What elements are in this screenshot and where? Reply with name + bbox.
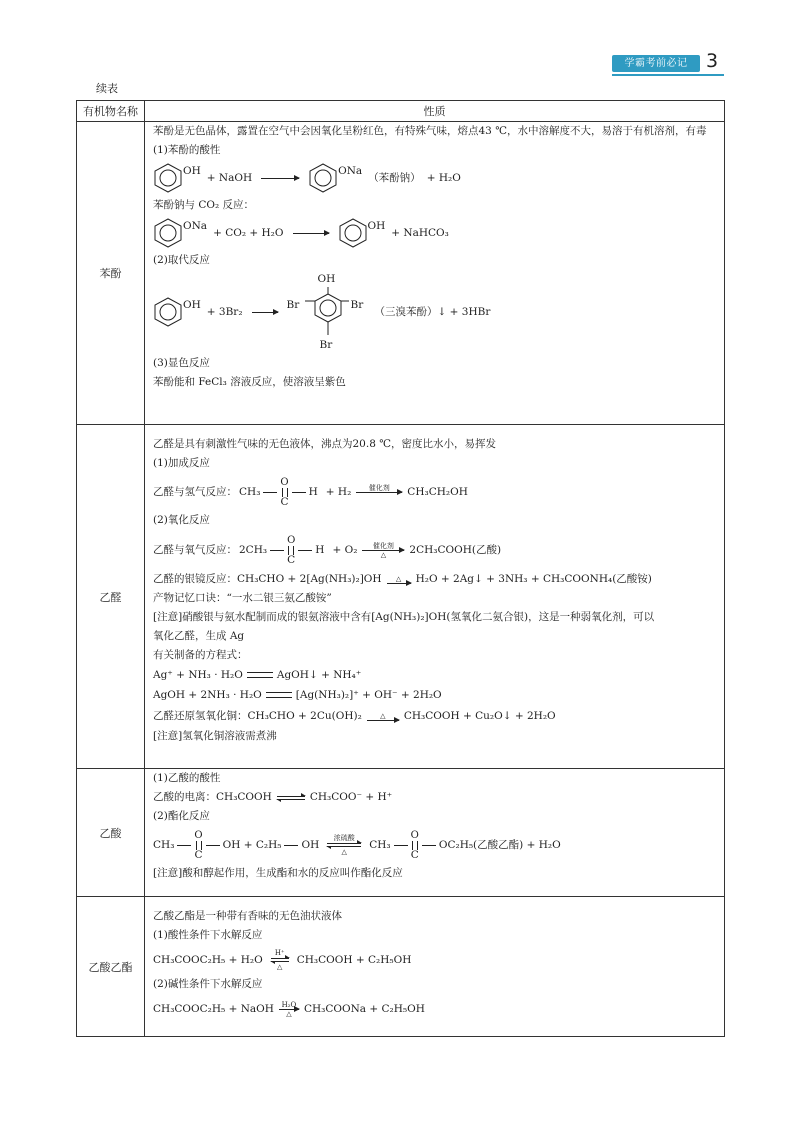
eq1-naoh: + NaOH — [206, 171, 253, 184]
es-r1: CH₃ — [369, 838, 391, 851]
bond-line — [394, 845, 408, 846]
ald-mnemonic: 产物记忆口诀：“一水二银三氨乙酸铵” — [153, 592, 332, 604]
bond-line — [206, 845, 220, 846]
ald-ox-label: 乙醛与氧气反应： — [153, 543, 237, 556]
ester-base-eq — [153, 994, 724, 1024]
row-name-acetaldehyde: 乙醛 — [77, 425, 145, 769]
bond-line — [263, 492, 277, 493]
row-name-ethyl-acetate: 乙酸乙酯 — [77, 897, 145, 1037]
row-body-ethyl-acetate — [145, 897, 725, 1037]
ald-ox-right: H — [315, 543, 325, 556]
carbonyl-group: O C — [287, 534, 296, 566]
eq3-note: （三溴苯酚）↓ + 3HBr — [374, 305, 491, 318]
phenol-h1: (1)苯酚的酸性 — [153, 144, 221, 156]
eq2-tail: + NaHCO₃ — [391, 226, 449, 239]
header-rule — [612, 74, 724, 76]
row-name-acetic-acid: 乙酸 — [77, 769, 145, 897]
bond-line — [422, 845, 436, 846]
ester-acid-right: CH₃COOH + C₂H₅OH — [296, 953, 412, 966]
bond-line — [298, 550, 312, 551]
reversible-arrow-icon — [277, 795, 305, 801]
table-header-row — [77, 101, 725, 122]
es-mid: OH + C₂H₅ — [222, 838, 282, 851]
equals-icon — [247, 672, 273, 678]
ald-note2: [注意]氢氧化铜溶液需煮沸 — [153, 730, 277, 742]
ald-note1: [注意]硝酸银与氨水配制而成的银氨溶液中含有[Ag(NH₃)₂]OH(氢氧化二氨合银)，这是一种弱氧化剂，可以 — [153, 611, 655, 623]
tbp-br-bottom: Br — [319, 339, 333, 351]
ester-base-left: CH₃COOC₂H₅ + NaOH — [153, 1002, 274, 1015]
phenol-eq2 — [153, 215, 724, 251]
ald-h2: (2)氧化反应 — [153, 514, 210, 526]
tbp-br-right: Br — [350, 299, 364, 311]
reaction-arrow-icon — [261, 170, 299, 187]
row-body-acetaldehyde — [145, 425, 725, 769]
reaction-arrow-icon — [252, 304, 278, 321]
ester-intro: 乙酸乙酯是一种带有香味的无色油状液体 — [153, 910, 342, 922]
ald-cu-eq — [153, 705, 724, 727]
table-row — [77, 425, 725, 769]
carbonyl-group: O C — [280, 476, 289, 508]
ald-add-plus: + H₂ — [325, 485, 352, 498]
reaction-arrow-icon: △ — [387, 575, 411, 584]
ald-add-right: H — [308, 485, 318, 498]
bond-line — [284, 845, 298, 846]
ald-prep-title: 有关制备的方程式： — [153, 649, 248, 661]
ester-h2: (2)碱性条件下水解反应 — [153, 978, 263, 990]
table-row — [77, 897, 725, 1037]
eq3-br2: + 3Br₂ — [206, 305, 243, 318]
ald-mirror-a: 乙醛的银镜反应：CH₃CHO + 2[Ag(NH₃)₂]OH — [153, 573, 382, 585]
carbonyl-group: O C — [194, 829, 203, 861]
acid-ion-eq — [153, 788, 724, 807]
ald-note1b: 氧化乙醛，生成 Ag — [153, 630, 245, 642]
reaction-arrow-icon: 催化剂 △ — [362, 542, 404, 559]
ester-h1: (1)酸性条件下水解反应 — [153, 929, 263, 941]
benzene-ring-icon — [153, 162, 183, 194]
reaction-arrow-icon: 催化剂 — [356, 484, 402, 501]
ald-add-label: 乙醛与氢气反应： — [153, 485, 237, 498]
table-row — [77, 122, 725, 425]
tbp-br-left: Br — [286, 299, 300, 311]
bond-line — [177, 845, 191, 846]
cu-left: 乙醛还原氢氧化铜：CH₃CHO + 2Cu(OH)₂ — [153, 709, 362, 722]
benzene-ring-icon — [308, 162, 338, 194]
phenol-eq3 — [153, 270, 724, 354]
es-oh: OH — [301, 838, 320, 851]
tbp-oh: OH — [317, 273, 336, 285]
benzene-ring-icon — [153, 296, 183, 328]
prep1-right: AgOH↓ + NH₄⁺ — [276, 668, 362, 681]
prep2-left: AgOH + 2NH₃ · H₂O — [153, 688, 262, 701]
benzene-ring-icon — [338, 217, 368, 249]
row-body-acetic-acid — [145, 769, 725, 897]
phenol-color-line: 苯酚能和 FeCl₃ 溶液反应，使溶液呈紫色 — [153, 376, 346, 388]
ald-ox-eq — [153, 530, 724, 570]
ald-add-left: CH₃ — [239, 485, 261, 498]
header-badge: 学霸考前必记 — [612, 55, 700, 72]
bond-line — [270, 550, 284, 551]
bond-line — [292, 492, 306, 493]
phenol-h2: (2)取代反应 — [153, 254, 210, 266]
cu-right: CH₃COOH + Cu₂O↓ + 2H₂O — [403, 709, 556, 722]
reversible-arrow-icon: H⁺ △ — [268, 949, 292, 971]
properties-table — [76, 100, 725, 1037]
eq1-note: （苯酚钠） — [368, 171, 421, 184]
acid-h2: (2)酯化反应 — [153, 810, 210, 822]
continued-label: 续表 — [96, 82, 118, 95]
acid-h1: (1)乙酸的酸性 — [153, 772, 221, 784]
acid-note: [注意]酸和醇起作用，生成酯和水的反应叫作酯化反应 — [153, 867, 403, 879]
phenol-eq1 — [153, 160, 724, 196]
ion-right: CH₃COO⁻ + H⁺ — [309, 791, 393, 803]
carbonyl-group: O C — [410, 829, 419, 861]
ald-ox-plus: + O₂ — [332, 543, 358, 556]
ald-h1: (1)加成反应 — [153, 457, 210, 469]
ald-ox-left: 2CH₃ — [239, 543, 268, 556]
equals-icon — [266, 692, 292, 698]
reaction-arrow-icon: H₂O △ — [279, 1001, 299, 1018]
phenol-co2-line: 苯酚钠与 CO₂ 反应： — [153, 199, 255, 211]
col-header-property: 性质 — [145, 101, 725, 122]
ester-acid-eq — [153, 945, 724, 975]
prep1-left: Ag⁺ + NH₃ · H₂O — [153, 668, 243, 681]
eq1-oh: OH — [183, 164, 201, 177]
reaction-arrow-icon: △ — [367, 712, 399, 721]
ald-prep1 — [153, 665, 724, 685]
phenol-h3: (3)显色反应 — [153, 357, 210, 369]
prep2-right: [Ag(NH₃)₂]⁺ + OH⁻ + 2H₂O — [295, 688, 442, 701]
eq3-oh: OH — [183, 298, 201, 311]
ion-left: 乙酸的电离：CH₃COOH — [153, 791, 272, 803]
reaction-arrow-icon — [293, 225, 329, 242]
table-row — [77, 769, 725, 897]
eq2-ona: ONa — [183, 219, 208, 232]
benzene-ring-icon — [287, 270, 369, 354]
ester-base-right: CH₃COONa + C₂H₅OH — [303, 1002, 425, 1015]
ald-intro: 乙醛是具有刺激性气味的无色液体，沸点为20.8 ℃，密度比水小，易挥发 — [153, 438, 496, 450]
eq1-ona: ONa — [338, 164, 363, 177]
es-left: CH₃ — [153, 838, 175, 851]
eq1-tail: + H₂O — [426, 171, 461, 184]
phenol-intro: 苯酚是无色晶体，露置在空气中会因氧化呈粉红色，有特殊气味，熔点43 ℃，水中溶解度不大，易溶于有机溶剂，有毒 — [153, 125, 707, 137]
ald-prep2 — [153, 685, 724, 705]
eq2-mid: + CO₂ + H₂O — [213, 226, 284, 239]
acid-ester-eq — [153, 826, 724, 864]
ald-add-product: CH₃CH₂OH — [407, 485, 468, 498]
col-header-name: 有机物名称 — [77, 101, 145, 122]
row-body-phenol — [145, 122, 725, 425]
page-number: 3 — [706, 50, 719, 72]
es-r2: OC₂H₅(乙酸乙酯) + H₂O — [438, 838, 561, 851]
ald-add-eq — [153, 473, 724, 511]
reversible-arrow-icon: 浓硫酸 △ — [324, 834, 364, 856]
ald-mirror-b: H₂O + 2Ag↓ + 3NH₃ + CH₃COONH₄(乙酸铵) — [415, 573, 652, 585]
ald-ox-product: 2CH₃COOH(乙酸) — [409, 543, 502, 556]
ald-mirror-eq — [153, 570, 724, 589]
benzene-ring-icon — [153, 217, 183, 249]
eq2-oh: OH — [367, 219, 386, 232]
ester-acid-left: CH₃COOC₂H₅ + H₂O — [153, 953, 263, 966]
row-name-phenol: 苯酚 — [77, 122, 145, 425]
tribromophenol-structure — [287, 270, 369, 354]
